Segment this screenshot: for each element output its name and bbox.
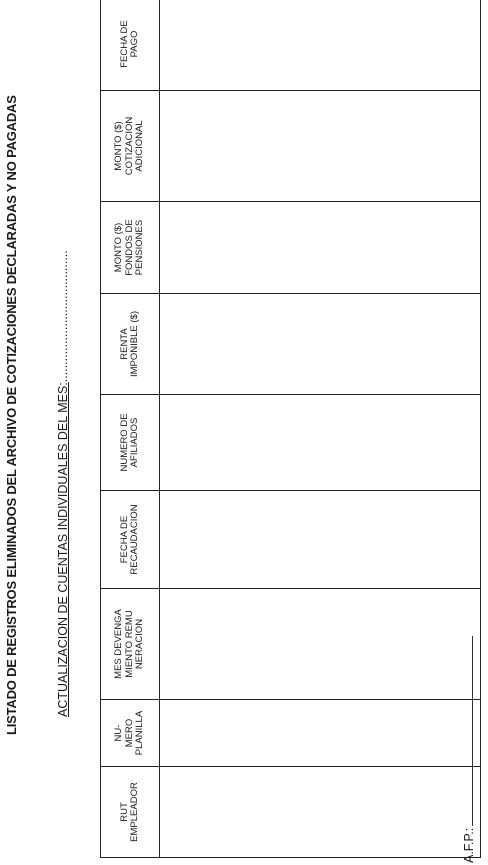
records-table (100, 0, 481, 858)
cell-fecha-pago (160, 0, 481, 91)
afp-label: A.F.P.: (462, 827, 476, 863)
cell-numero-planilla (160, 700, 481, 767)
col-header-fecha-pago: FECHA DE PAGO (101, 0, 160, 91)
col-header-numero-planilla: NU- MERO PLANILLA (101, 700, 160, 767)
table-header-row (101, 0, 160, 858)
col-header-monto-fondos: MONTO ($) FONDOS DE PENSIONES (101, 202, 160, 294)
afp-field (462, 636, 476, 863)
afp-underline (471, 636, 473, 826)
col-header-numero-afiliados: NUMERO DE AFILIADOS (101, 395, 160, 491)
document-title: LISTADO DE REGISTROS ELIMINADOS DEL ARCHIVO DE COTIZACIONES DECLARADAS Y NO PAGADAS (4, 95, 19, 735)
cell-monto-cotizacion (160, 91, 481, 202)
col-header-renta-imponible: RENTA IMPONIBLE ($) (101, 294, 160, 395)
table-row (160, 0, 481, 858)
cell-numero-afiliados (160, 395, 481, 491)
cell-fecha-recaudacion (160, 491, 481, 589)
subtitle-label: ACTUALIZACION DE CUENTAS INDIVIDUALES DEL MES: (56, 382, 70, 717)
cell-monto-fondos (160, 202, 481, 294)
col-header-mes-devengamiento: MES DEVENGA MIENTO REMU NERACION (101, 589, 160, 700)
col-header-monto-cotizacion: MONTO ($) COTIZACION ADICIONAL (101, 91, 160, 202)
subtitle (56, 250, 70, 717)
cell-renta-imponible (160, 294, 481, 395)
cell-mes-devengamiento (160, 589, 481, 700)
cell-rut-empleador (160, 767, 481, 858)
col-header-rut-empleador: RUT EMPLEADOR (101, 767, 160, 858)
col-header-fecha-recaudacion: FECHA DE RECAUDACION (101, 491, 160, 589)
subtitle-fill-dots: ...................................... (56, 250, 70, 383)
